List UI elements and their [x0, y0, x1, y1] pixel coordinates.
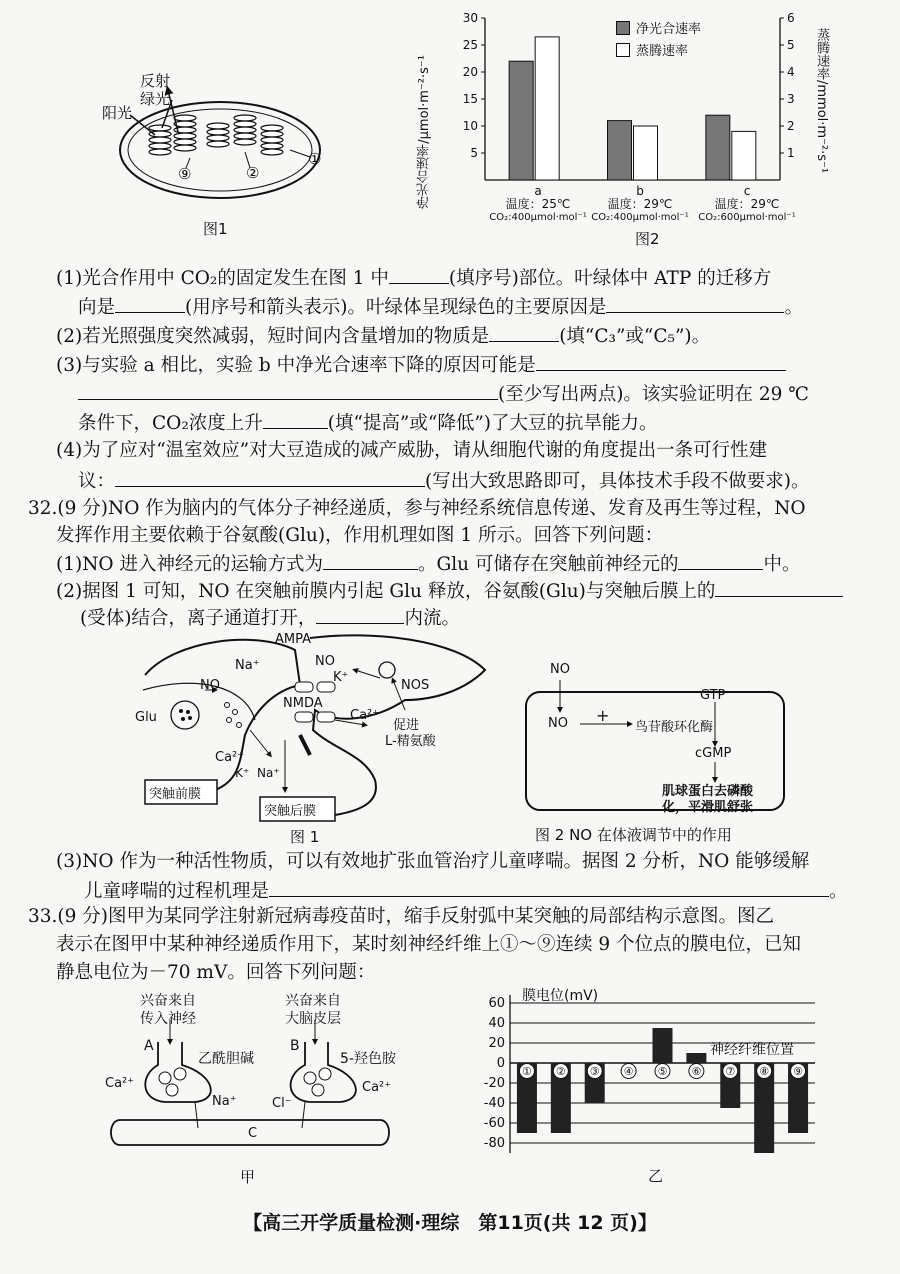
- yi-position-label-5: ⑤: [657, 1065, 668, 1078]
- q32-line4a: (2)据图 1 可知，NO 在突触前膜内引起 Glu 释放，谷氨酸(Glu)与突触后膜上的: [56, 581, 716, 602]
- label-from-afferent-2: 传入神经: [140, 1011, 196, 1027]
- q32-line3a: (1)NO 进入神经元的运输方式为: [56, 554, 323, 575]
- label-na-ion: Na⁺: [212, 1094, 237, 1109]
- right-tick-label: 1: [787, 146, 795, 160]
- label-promote: 促进: [393, 718, 420, 733]
- q32-part3: [56, 850, 886, 910]
- label-ca-pre: Ca²⁺: [215, 750, 245, 765]
- yi-axis-position-label: 神经纤维位置: [710, 1042, 794, 1058]
- q31-blank-4[interactable]: [489, 323, 559, 342]
- group-c-temp: 温度：29℃: [714, 197, 780, 211]
- q33-line2: 表示在图甲中某种神经递质作用下，某时刻神经纤维上①～⑨连续 9 个位点的膜电位，已知: [56, 934, 802, 955]
- group-c-co2: CO₂:600μmol·mol⁻¹: [698, 212, 796, 223]
- group-c-label: [692, 185, 802, 224]
- yi-position-label-3: ③: [589, 1065, 600, 1078]
- label-cgmp: cGMP: [695, 746, 732, 761]
- right-tick-label: 2: [787, 119, 795, 133]
- label-no-post: NO: [315, 654, 335, 669]
- q33-line1: 33.(9 分)图甲为某同学注射新冠病毒疫苗时，缩手反射弧中某突触的局部结构示意图。图乙: [28, 906, 775, 927]
- label-nmda: NMDA: [283, 696, 323, 711]
- yi-tick-label: -20: [483, 1076, 505, 1091]
- q32-line5b: 内流。: [404, 608, 460, 629]
- q31-blank-8[interactable]: [115, 468, 425, 487]
- group-b-co2: CO₂:400μmol·mol⁻¹: [591, 212, 689, 223]
- yi-chart-svg: [470, 985, 830, 1160]
- q32-blank-2[interactable]: [678, 551, 763, 570]
- group-a-letter: a: [534, 184, 542, 198]
- left-tick-label: 15: [462, 92, 478, 106]
- label-ampa: AMPA: [275, 632, 312, 647]
- label-ca-right: Ca²⁺: [362, 1080, 392, 1095]
- label-gtp: GTP: [700, 688, 726, 703]
- yi-position-label-1: ①: [522, 1065, 532, 1078]
- label-part-9: ⑨: [178, 165, 192, 183]
- label-presynaptic: 突触前膜: [149, 787, 202, 802]
- right-tick-label: 3: [787, 92, 795, 106]
- bar-transp-a: [535, 37, 559, 180]
- chart2-left-axis-label: 净光合速率/μmol·m⁻²·s⁻¹: [417, 55, 432, 209]
- q31-line3a: (2)若光照强度突然减弱，短时间内含量增加的物质是: [56, 326, 490, 347]
- q31-line2c: 。: [784, 297, 803, 318]
- group-a-co2: CO₂:400μmol·mol⁻¹: [489, 212, 587, 223]
- label-postsynaptic: 突触后膜: [264, 804, 317, 819]
- q32-blank-3[interactable]: [715, 578, 843, 597]
- label-green-light: 绿光: [140, 90, 171, 108]
- label-part-1: ①: [308, 150, 322, 168]
- label-result-line1: 肌球蛋白去磷酸: [662, 784, 754, 799]
- yi-position-label-4: ④: [623, 1065, 634, 1078]
- right-tick-label: 5: [787, 38, 795, 52]
- q32-figure1: [135, 630, 500, 845]
- q32-fig2-caption: 图 2 NO 在体液调节中的作用: [535, 826, 732, 844]
- bar-net-b: [608, 121, 632, 180]
- q31-blank-5[interactable]: [536, 352, 786, 371]
- bar-net-a: [509, 61, 533, 180]
- label-gc-enzyme: 鸟苷酸环化酶: [635, 720, 714, 735]
- left-tick-label: 5: [470, 146, 478, 160]
- label-nos: NOS: [401, 678, 430, 693]
- q32-line5a: (受体)结合，离子通道打开，: [80, 608, 317, 629]
- left-tick-label: 25: [462, 38, 478, 52]
- label-serotonin: 5-羟色胺: [340, 1051, 396, 1067]
- q32-blank-1[interactable]: [323, 551, 418, 570]
- q32-blank-5[interactable]: [269, 878, 829, 897]
- label-neuron-b: B: [290, 1038, 300, 1054]
- q32-line2: 发挥作用主要依赖于谷氨酸(Glu)，作用机理如图 1 所示。回答下列问题：: [56, 525, 664, 546]
- label-neuron-c: C: [248, 1126, 258, 1141]
- label-arginine: L-精氨酸: [385, 734, 436, 749]
- left-tick-label: 30: [462, 11, 478, 25]
- q32-block: [28, 497, 888, 629]
- label-reflect: 反射: [140, 72, 171, 90]
- label-sunlight: 阳光: [102, 104, 133, 122]
- chart2-legend: [616, 18, 701, 59]
- group-a-temp: 温度：25℃: [505, 197, 571, 211]
- figure2-chart: [417, 0, 840, 250]
- q32-line7a: 儿童哮喘的过程机理是: [84, 881, 270, 902]
- label-plus: +: [596, 706, 610, 725]
- q31-line6b: (填“提高”或“降低”)了大豆的抗旱能力。: [327, 413, 658, 434]
- label-no-pre: NO: [200, 678, 220, 693]
- bar-transp-b: [634, 126, 658, 180]
- legend-item-net: [616, 18, 701, 37]
- q31-blank-1[interactable]: [389, 265, 449, 284]
- label-no-outside: NO: [550, 662, 570, 677]
- yi-bar-6: [686, 1053, 706, 1063]
- group-b-temp: 温度：29℃: [607, 197, 673, 211]
- yi-tick-label: 0: [496, 1056, 505, 1071]
- yi-tick-label: 60: [488, 996, 505, 1011]
- label-no-inside: NO: [548, 716, 568, 731]
- bar-transp-c: [732, 131, 756, 180]
- page-footer: 【高三开学质量检测·理综 第11页(共 12 页)】: [243, 1212, 657, 1234]
- figure1-chloroplast: [100, 60, 340, 240]
- q33-block: [28, 905, 888, 990]
- yi-tick-label: -60: [483, 1116, 505, 1131]
- q31-line4a: (3)与实验 a 相比，实验 b 中净光合速率下降的原因可能是: [56, 355, 536, 376]
- figure-jia-caption: 甲: [240, 1168, 256, 1186]
- q31-line2a: 向是: [78, 297, 116, 318]
- q31-blank-6[interactable]: [78, 381, 498, 400]
- yi-tick-label: -80: [483, 1136, 505, 1151]
- yi-position-label-8: ⑧: [759, 1065, 770, 1078]
- figure2-caption: 图2: [635, 230, 660, 248]
- chart2-right-axis-label: 蒸腾速率/mmol·m⁻²·s⁻¹: [814, 28, 829, 174]
- legend-label-net: 净光合速率: [636, 22, 702, 37]
- q31-line3b: (填“C₃”或“C₅”)。: [559, 326, 711, 347]
- q31-blank-7[interactable]: [263, 410, 328, 429]
- group-b-label: [590, 185, 690, 224]
- figure-yi-caption: 乙: [648, 1167, 664, 1185]
- label-neuron-a: A: [144, 1038, 154, 1054]
- label-na: Na⁺: [235, 658, 260, 673]
- label-from-cortex-2: 大脑皮层: [285, 1011, 341, 1027]
- q31-line8a: 议：: [78, 471, 116, 492]
- yi-position-label-6: ⑥: [691, 1065, 702, 1078]
- figure1-caption: 图1: [203, 220, 228, 238]
- q31-blank-3[interactable]: [606, 294, 784, 313]
- group-b-letter: b: [636, 184, 644, 198]
- q32-line3c: 中。: [763, 554, 801, 575]
- no-pathway-diagram: [520, 662, 800, 822]
- label-from-afferent-1: 兴奋来自: [140, 993, 196, 1009]
- q32-line7b: 。: [829, 881, 848, 902]
- q31-line2b: (用序号和箭头表示)。叶绿体呈现绿色的主要原因是: [185, 297, 607, 318]
- label-part-2: ②: [246, 164, 260, 182]
- q33-line3: 静息电位为－70 mV。回答下列问题：: [56, 962, 376, 983]
- right-tick-label: 6: [787, 11, 795, 25]
- q31-block: [56, 265, 886, 492]
- q32-fig1-caption: 图 1: [290, 828, 320, 846]
- right-tick-label: 4: [787, 65, 795, 79]
- q31-line1a: (1)光合作用中 CO₂的固定发生在图 1 中: [56, 268, 389, 289]
- q31-line6a: 条件下，CO₂浓度上升: [78, 413, 263, 434]
- figure-yi: [470, 985, 830, 1185]
- q31-line7a: (4)为了应对“温室效应”对大豆造成的减产威胁，请从细胞代谢的角度提出一条可行性建: [56, 440, 768, 461]
- yi-tick-label: 40: [488, 1016, 505, 1031]
- legend-item-transp: [616, 40, 701, 59]
- legend-swatch-transp: [616, 43, 630, 57]
- label-k: K⁺: [333, 670, 349, 685]
- label-ca-left: Ca²⁺: [105, 1076, 135, 1091]
- q32-blank-4[interactable]: [316, 605, 404, 624]
- yi-position-label-2: ②: [555, 1065, 566, 1078]
- yi-position-label-7: ⑦: [725, 1065, 736, 1078]
- q31-line1b: (填序号)部位。叶绿体中 ATP 的迁移方: [448, 268, 772, 289]
- q31-line5a: (至少写出两点)。该实验证明在 29 ℃: [498, 384, 809, 405]
- q32-line1: 32.(9 分)NO 作为脑内的气体分子神经递质，参与神经系统信息传递、发育及再生等过程，NO: [28, 498, 806, 519]
- label-glu: Glu: [135, 710, 157, 725]
- label-acetylcholine: 乙酰胆碱: [198, 1051, 254, 1067]
- q32-figure2: [520, 662, 800, 847]
- legend-swatch-net: [616, 21, 630, 35]
- label-k-pre: K⁺: [235, 766, 250, 780]
- chloroplast-diagram: [100, 60, 340, 240]
- legend-label-transp: 蒸腾速率: [636, 44, 689, 59]
- yi-tick-label: -40: [483, 1096, 505, 1111]
- label-na-pre: Na⁺: [257, 766, 280, 780]
- q32-line3b: 。Glu 可储存在突触前神经元的: [417, 554, 679, 575]
- label-from-cortex-1: 兴奋来自: [285, 993, 341, 1009]
- left-tick-label: 20: [462, 65, 478, 79]
- label-result-line2: 化，平滑肌舒张: [662, 800, 754, 815]
- q31-line8b: (写出大致思路即可，具体技术手段不做要求)。: [425, 471, 810, 492]
- group-c-letter: c: [743, 184, 751, 198]
- yi-tick-label: 20: [488, 1036, 505, 1051]
- figure-jia: [100, 990, 400, 1185]
- yi-position-label-9: ⑨: [793, 1065, 803, 1078]
- label-cl-ion: Cl⁻: [272, 1096, 292, 1111]
- group-a-label: [488, 185, 588, 224]
- q31-blank-2[interactable]: [115, 294, 185, 313]
- left-tick-label: 10: [462, 119, 478, 133]
- bar-net-c: [706, 115, 730, 180]
- label-ca-post: Ca²⁺: [350, 708, 380, 723]
- yi-bar-5: [653, 1028, 673, 1063]
- yi-y-axis-label: 膜电位(mV): [522, 988, 599, 1004]
- q32-line6: (3)NO 作为一种活性物质，可以有效地扩张血管治疗儿童哮喘。据图 2 分析，NO 能够缓解: [56, 851, 810, 872]
